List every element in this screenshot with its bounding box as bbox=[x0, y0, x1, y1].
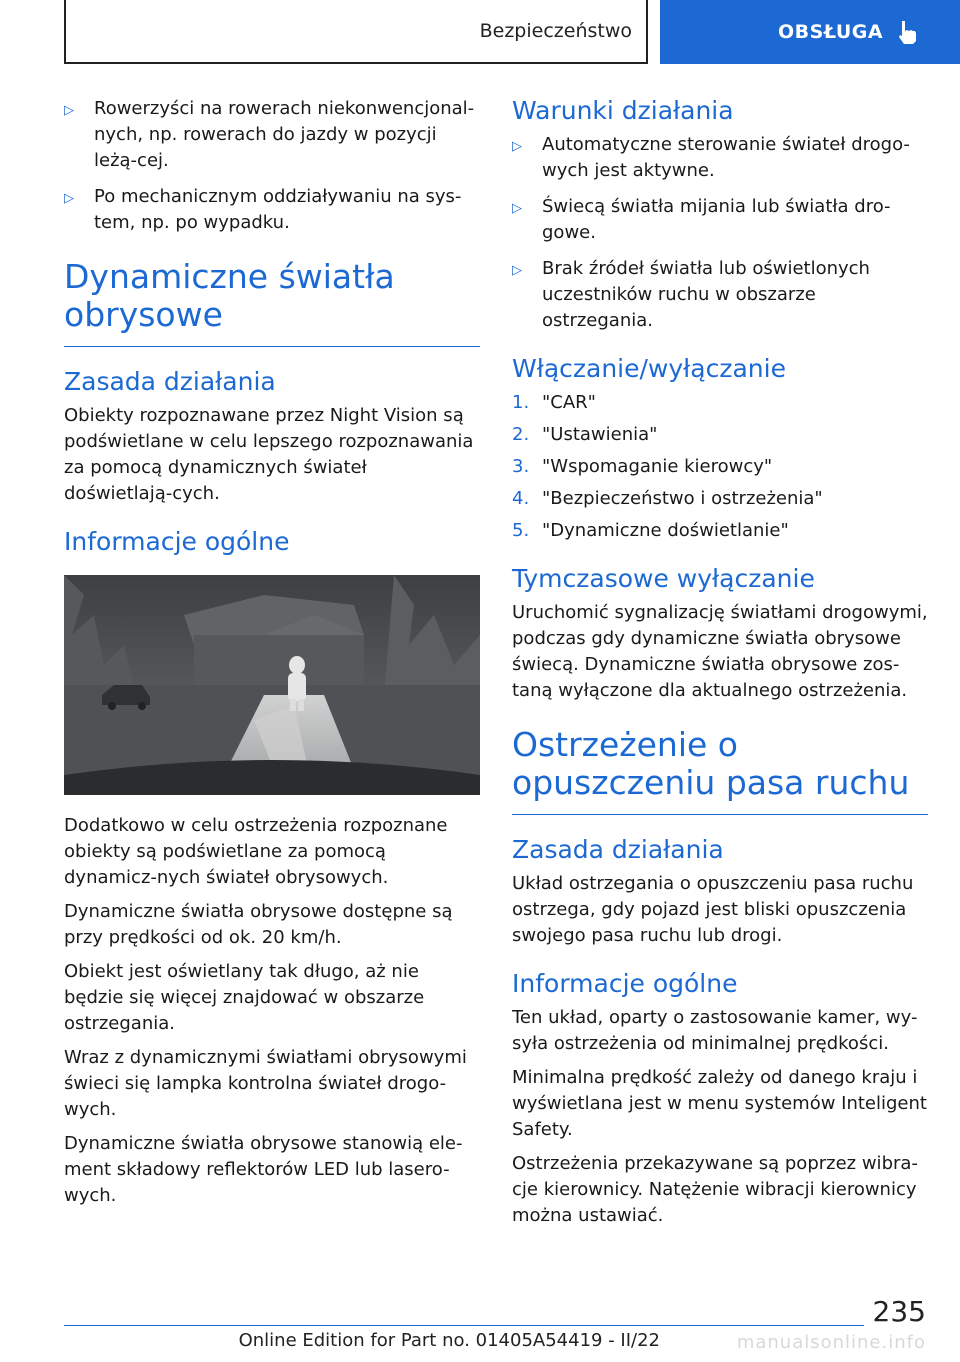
list-item: ▷ Po mechanicznym oddziaływaniu na sys-tem, np. po wypadku. bbox=[64, 184, 480, 236]
paragraph: Ostrzeżenia przekazywane są poprzez wibra-cje kierownicy. Natężenie wibracji kierownicy można ustawiać. bbox=[512, 1153, 918, 1226]
section-heading: Dynamiczne światła obrysowe bbox=[64, 258, 480, 347]
triangle-bullet-icon: ▷ bbox=[64, 103, 74, 118]
right-column bbox=[512, 96, 928, 1237]
step-item: 4. "Bezpieczeństwo i ostrzeżenia" bbox=[512, 488, 823, 509]
step-item: 5. "Dynamiczne doświetlanie" bbox=[512, 520, 789, 541]
subsection-heading: Warunki działania bbox=[512, 96, 734, 125]
subsection-heading: Włączanie/wyłączanie bbox=[512, 354, 786, 383]
chapter-tab[interactable] bbox=[660, 0, 960, 64]
paragraph: Dodatkowo w celu ostrzeżenia rozpoznane obiekty są podświetlane za pomocą dynamicz-nych świateł obrysowych. bbox=[64, 815, 448, 888]
pointing-hand-icon bbox=[897, 20, 919, 44]
step-item: 2. "Ustawienia" bbox=[512, 424, 658, 445]
list-item: ▷ Automatyczne sterowanie świateł drogo-wych jest aktywne. bbox=[512, 132, 928, 184]
subsection-heading: Tymczasowe wyłączanie bbox=[512, 564, 815, 593]
step-item: 1. "CAR" bbox=[512, 392, 596, 413]
page-number: 235 bbox=[872, 1295, 926, 1328]
triangle-bullet-icon: ▷ bbox=[512, 139, 522, 154]
night-vision-illustration bbox=[64, 575, 480, 795]
footer-divider bbox=[64, 1325, 864, 1326]
edition-note: Online Edition for Part no. 01405A54419 - II/22 bbox=[238, 1330, 660, 1351]
left-column bbox=[64, 96, 480, 1217]
triangle-bullet-icon: ▷ bbox=[64, 191, 74, 206]
paragraph: Obiekty rozpoznawane przez Night Vision są podświetlane w celu lepszego rozpoznawania za pomocą dynamicznych świateł doświetlają-cych. bbox=[64, 405, 474, 504]
triangle-bullet-icon: ▷ bbox=[512, 201, 522, 216]
subsection-heading: Zasada działania bbox=[64, 367, 276, 396]
chapter-title: OBSŁUGA bbox=[778, 21, 884, 43]
steps-list bbox=[512, 390, 928, 544]
subsection-heading: Informacje ogólne bbox=[64, 527, 290, 556]
paragraph: Wraz z dynamicznymi światłami obrysowymi świeci się lampka kontrolna świateł drogo-wych. bbox=[64, 1047, 467, 1120]
subsection-heading: Zasada działania bbox=[512, 835, 724, 864]
paragraph: Dynamiczne światła obrysowe stanowią ele-ment składowy reflektorów LED lub lasero-wych. bbox=[64, 1133, 463, 1206]
section-heading: Ostrzeżenie o opuszczeniu pasa ruchu bbox=[512, 726, 928, 815]
step-item: 3. "Wspomaganie kierowcy" bbox=[512, 456, 773, 477]
section-header bbox=[64, 0, 648, 64]
night-road-image bbox=[64, 575, 480, 795]
paragraph: Uruchomić sygnalizację światłami drogowymi, podczas gdy dynamiczne światła obrysowe świecą. Dynamiczne światła obrysowe zos-taną wyłączone dla aktualnego ostrzeżenia. bbox=[512, 602, 928, 701]
triangle-bullet-icon: ▷ bbox=[512, 263, 522, 278]
paragraph: Dynamiczne światła obrysowe dostępne są przy prędkości od ok. 20 km/h. bbox=[64, 901, 453, 948]
paragraph: Układ ostrzegania o opuszczeniu pasa ruchu ostrzega, gdy pojazd jest bliski opuszczenia swojego pasa ruchu lub drogi. bbox=[512, 873, 914, 946]
paragraph: Ten układ, oparty o zastosowanie kamer, wy-syła ostrzeżenia od minimalnej prędkości. bbox=[512, 1007, 918, 1054]
section-title: Bezpieczeństwo bbox=[479, 20, 632, 42]
watermark: manualsonline.info bbox=[736, 1332, 926, 1353]
list-item: ▷ Brak źródeł światła lub oświetlonych uczestników ruchu w obszarze ostrzegania. bbox=[512, 256, 928, 334]
subsection-heading: Informacje ogólne bbox=[512, 969, 738, 998]
paragraph: Minimalna prędkość zależy od danego kraju i wyświetlana jest w menu systemów Inteligent Safety. bbox=[512, 1067, 927, 1140]
list-item: ▷ Rowerzyści na rowerach niekonwencjonal-nych, np. rowerach do jazdy w pozycji leżą-cej. bbox=[64, 96, 480, 174]
paragraph: Obiekt jest oświetlany tak długo, aż nie będzie się więcej znajdować w obszarze ostrzegania. bbox=[64, 961, 425, 1034]
list-item: ▷ Świecą światła mijania lub światła dro-gowe. bbox=[512, 194, 928, 246]
